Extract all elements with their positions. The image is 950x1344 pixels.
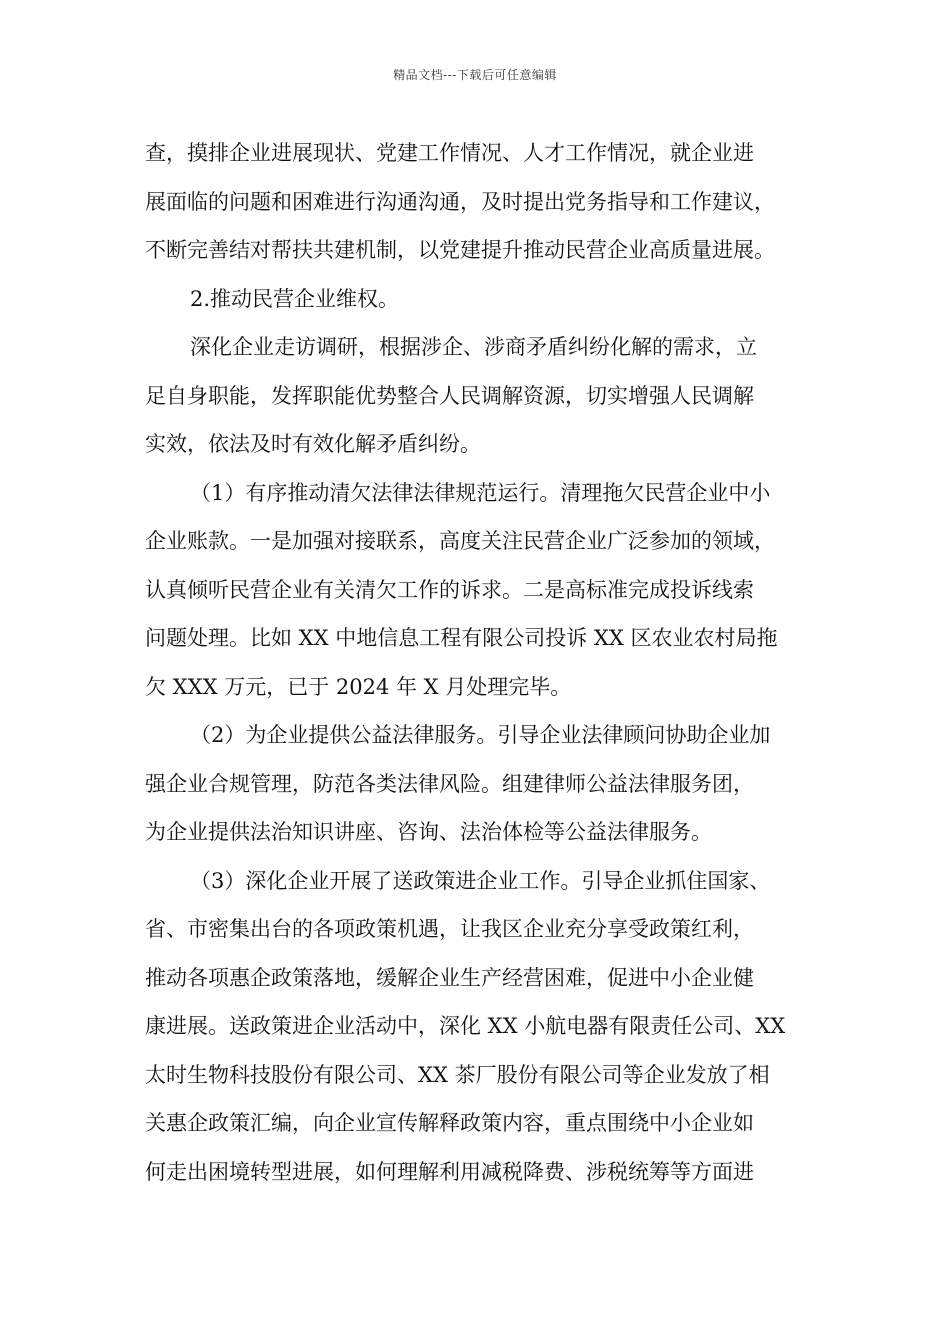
document-body <box>145 129 813 1196</box>
text-line: 欠 XXX 万元，已于 2024 年 X 月处理完毕。 <box>145 674 572 699</box>
text-line: 足自身职能，发挥职能优势整合人民调解资源，切实增强人民调解 <box>145 383 754 408</box>
text-line: 太时生物科技股份有限公司、XX 茶厂股份有限公司等企业发放了相 <box>145 1062 770 1087</box>
text-line: 何走出困境转型进展，如何理解利用减税降费、涉税统筹等方面进 <box>145 1159 754 1184</box>
page-header: 精品文档---下载后可任意编辑 <box>393 68 557 82</box>
text-line: 实效，依法及时有效化解矛盾纠纷。 <box>145 432 481 456</box>
text-line: 问题处理。比如 XX 中地信息工程有限公司投诉 XX 区农业农村局拖 <box>145 626 778 650</box>
text-line: 为企业提供法治知识讲座、咨询、法治体检等公益法律服务。 <box>145 820 712 844</box>
text-line: 省、市密集出台的各项政策机遇，让我区企业充分享受政策红利， <box>145 917 754 941</box>
text-line: （2）为企业提供公益法律服务。引导企业法律顾问协助企业加 <box>190 723 771 747</box>
text-line: 强企业合规管理，防范各类法律风险。组建律师公益法律服务团， <box>145 771 754 796</box>
text-line: 认真倾听民营企业有关清欠工作的诉求。二是高标准完成投诉线索 <box>145 577 754 602</box>
text-line: 展面临的问题和困难进行沟通沟通，及时提出党务指导和工作建议， <box>145 189 775 214</box>
text-line: 康进展。送政策进企业活动中，深化 XX 小航电器有限责任公司、XX <box>145 1014 786 1038</box>
section-heading: 2.推动民营企业维权。 <box>190 286 400 311</box>
text-line: 深化企业走访调研，根据涉企、涉商矛盾纠纷化解的需求，立 <box>190 335 757 359</box>
text-line: 推动各项惠企政策落地，缓解企业生产经营困难，促进中小企业健 <box>145 965 754 990</box>
text-line: 关惠企政策汇编，向企业宣传解释政策内容，重点围绕中小企业如 <box>145 1111 754 1135</box>
text-line: （3）深化企业开展了送政策进企业工作。引导企业抓住国家、 <box>190 868 771 893</box>
text-line: 企业账款。一是加强对接联系，高度关注民营企业广泛参加的领域， <box>145 529 775 553</box>
text-line: （1）有序推动清欠法律法律规范运行。清理拖欠民营企业中小 <box>190 480 771 505</box>
text-line: 查，摸排企业进展现状、党建工作情况、人才工作情况，就企业进 <box>145 141 754 165</box>
text-line: 不断完善结对帮扶共建机制，以党建提升推动民营企业高质量进展。 <box>145 238 775 262</box>
